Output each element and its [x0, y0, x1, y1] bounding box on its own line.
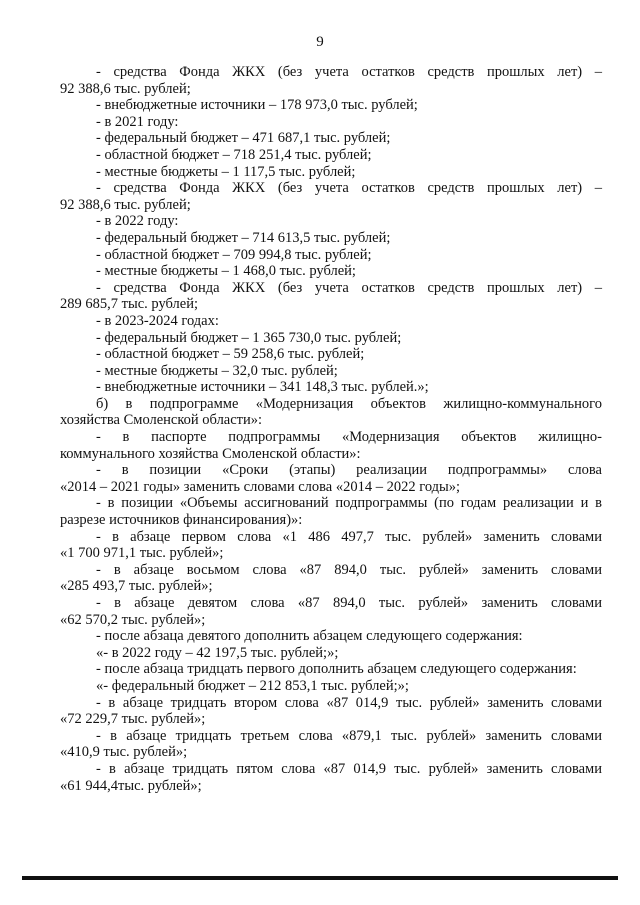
text-line: «285 493,7 тыс. рублей»;	[60, 578, 213, 595]
text-line: - в абзаце первом слова «1 486 497,7 тыс. рублей» заменить словами	[96, 528, 602, 545]
text-line: - в абзаце тридцать втором слова «87 014,9 тыс. рублей» заменить словами	[96, 694, 602, 711]
text-line: - в абзаце восьмом слова «87 894,0 тыс. рублей» заменить словами	[96, 561, 602, 578]
text-line: - внебюджетные источники – 178 973,0 тыс. рублей;	[96, 97, 418, 114]
text-line: - в 2023-2024 годах:	[96, 312, 219, 329]
text-line: - областной бюджет – 709 994,8 тыс. рублей;	[96, 246, 372, 263]
text-line: - средства Фонда ЖКХ (без учета остатков средств прошлых лет) –	[96, 64, 602, 80]
text-line: - в абзаце тридцать пятом слова «87 014,9 тыс. рублей» заменить словами	[96, 760, 602, 777]
text-line: - в 2021 году:	[96, 113, 179, 130]
text-line: - средства Фонда ЖКХ (без учета остатков средств прошлых лет) –	[96, 180, 602, 197]
page-number: 9	[316, 34, 324, 50]
text-line: «410,9 тыс. рублей»;	[60, 744, 188, 761]
text-line: «61 944,4тыс. рублей»;	[60, 777, 202, 794]
text-line: 92 388,6 тыс. рублей;	[60, 80, 191, 97]
text-line: «- в 2022 году – 42 197,5 тыс. рублей;»;	[96, 644, 339, 661]
text-line: «1 700 971,1 тыс. рублей»;	[60, 545, 224, 562]
text-line: 289 685,7 тыс. рублей;	[60, 296, 198, 313]
text-line: - областной бюджет – 59 258,6 тыс. рублей;	[96, 346, 365, 363]
text-line: - в абзаце тридцать третьем слова «879,1 тыс. рублей» заменить словами	[96, 727, 602, 744]
text-line: - федеральный бюджет – 1 365 730,0 тыс. рублей;	[96, 329, 402, 346]
text-line: - местные бюджеты – 32,0 тыс. рублей;	[96, 362, 338, 379]
text-line: б) в подпрограмме «Модернизация объектов жилищно-коммунального	[96, 395, 602, 412]
text-line: 92 388,6 тыс. рублей;	[60, 196, 191, 213]
text-line: - в паспорте подпрограммы «Модернизация объектов жилищно-	[96, 429, 602, 446]
text-line: - в позиции «Сроки (этапы) реализации подпрограммы» слова	[96, 462, 602, 479]
text-line: - федеральный бюджет – 471 687,1 тыс. рублей;	[96, 130, 391, 147]
text-line: - внебюджетные источники – 341 148,3 тыс. рублей.»;	[96, 379, 429, 396]
text-line: - в позиции «Объемы ассигнований подпрограммы (по годам реализации и в	[96, 495, 602, 512]
text-line: - местные бюджеты – 1 468,0 тыс. рублей;	[96, 263, 356, 280]
text-line: «- федеральный бюджет – 212 853,1 тыс. рублей;»;	[96, 677, 409, 694]
text-line: - в 2022 году:	[96, 213, 179, 230]
document-body	[60, 64, 602, 794]
text-line: разрезе источников финансирования)»:	[60, 512, 303, 529]
text-line: - местные бюджеты – 1 117,5 тыс. рублей;	[96, 163, 356, 180]
bottom-rule	[22, 876, 618, 880]
text-line: - средства Фонда ЖКХ (без учета остатков средств прошлых лет) –	[96, 279, 602, 296]
text-line: - областной бюджет – 718 251,4 тыс. рублей;	[96, 146, 372, 163]
text-line: - после абзаца девятого дополнить абзацем следующего содержания:	[96, 628, 523, 645]
text-line: - федеральный бюджет – 714 613,5 тыс. рублей;	[96, 229, 391, 246]
text-line: - после абзаца тридцать первого дополнить абзацем следующего содержания:	[96, 661, 577, 678]
text-line: «62 570,2 тыс. рублей»;	[60, 611, 206, 628]
text-line: «72 229,7 тыс. рублей»;	[60, 711, 206, 728]
text-line: - в абзаце девятом слова «87 894,0 тыс. рублей» заменить словами	[96, 595, 602, 611]
text-line: хозяйства Смоленской области»:	[60, 412, 263, 429]
text-line: «2014 – 2021 годы» заменить словами слова «2014 – 2022 годы»;	[60, 478, 461, 495]
text-line: коммунального хозяйства Смоленской области»:	[60, 445, 361, 462]
